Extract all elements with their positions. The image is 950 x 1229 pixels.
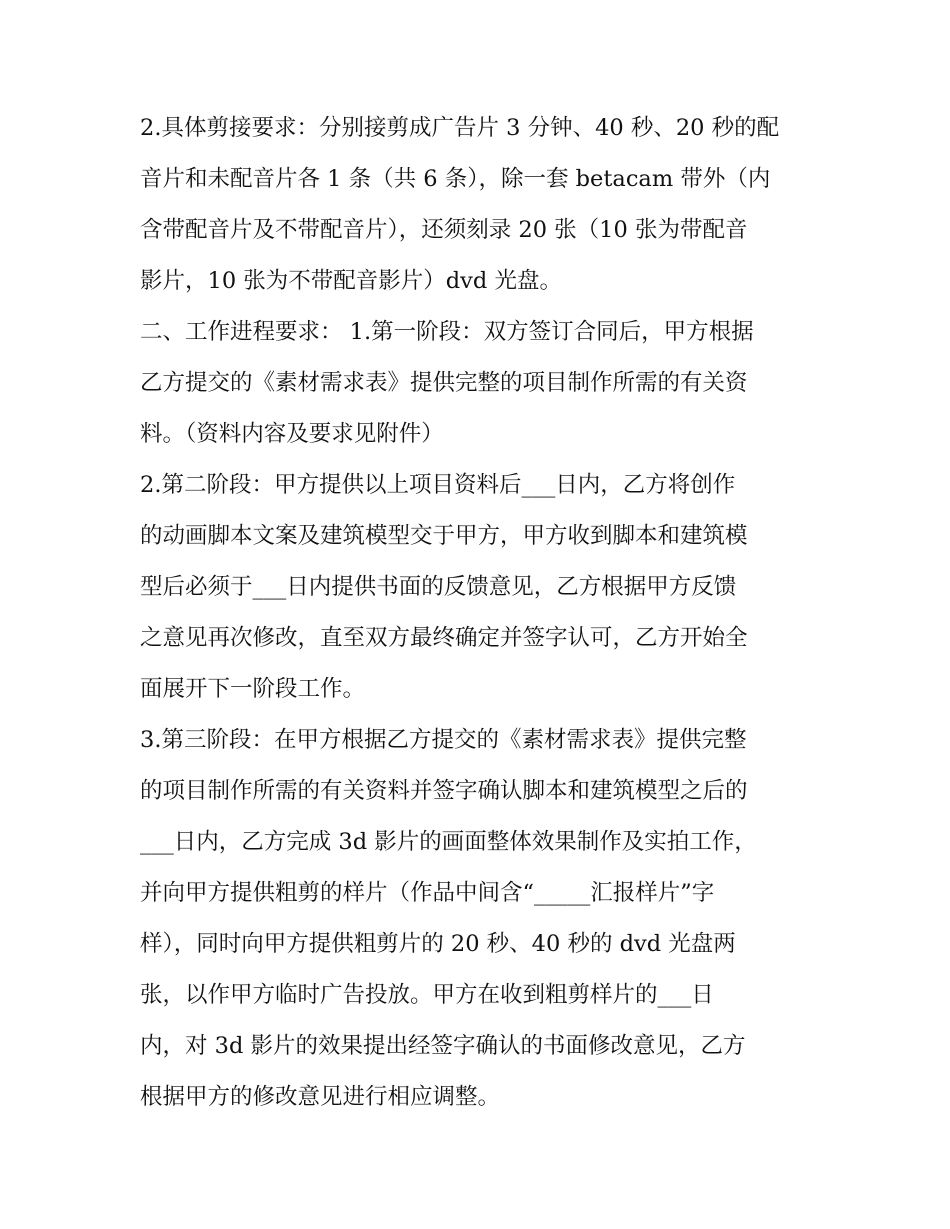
document-body — [140, 103, 820, 1123]
text-line-19: 内，对 3d 影片的效果提出经签字确认的书面修改意见，乙方 — [140, 1033, 746, 1059]
text-line-5: 二、工作进程要求： 1.第一阶段：双方签订合同后，甲方根据 — [140, 319, 754, 345]
text-line-3: 含带配音片及不带配音片），还须刻录 20 张（10 张为带配音 — [140, 217, 748, 243]
text-line-16: 并向甲方提供粗剪的样片（作品中间含“_____汇报样片”字 — [140, 880, 715, 906]
text-line-4: 影片，10 张为不带配音影片）dvd 光盘。 — [140, 268, 562, 294]
text-line-12: 面展开下一阶段工作。 — [140, 676, 366, 702]
text-line-7: 料。（资料内容及要求见附件） — [140, 421, 444, 447]
text-line-8: 2.第二阶段：甲方提供以上项目资料后___日内，乙方将创作 — [140, 472, 736, 498]
text-line-20: 根据甲方的修改意见进行相应调整。 — [140, 1084, 501, 1110]
text-line-10: 型后必须于___日内提供书面的反馈意见，乙方根据甲方反馈 — [140, 574, 737, 600]
text-line-6: 乙方提交的《素材需求表》提供完整的项目制作所需的有关资 — [140, 370, 748, 396]
text-line-17: 样），同时向甲方提供粗剪片的 20 秒、40 秒的 dvd 光盘两 — [140, 931, 736, 957]
text-line-11: 之意见再次修改，直至双方最终确定并签字认可，乙方开始全 — [140, 625, 748, 651]
text-line-13: 3.第三阶段：在甲方根据乙方提交的《素材需求表》提供完整 — [140, 727, 747, 753]
text-line-2: 音片和未配音片各 1 条（共 6 条），除一套 betacam 带外（内 — [140, 166, 771, 192]
text-line-15: ___日内，乙方完成 3d 影片的画面整体效果制作及实拍工作， — [140, 829, 757, 855]
text-line-14: 的项目制作所需的有关资料并签字确认脚本和建筑模型之后的 — [140, 778, 748, 804]
text-line-18: 张，以作甲方临时广告投放。甲方在收到粗剪样片的___日 — [140, 982, 714, 1008]
text-line-1: 2.具体剪接要求：分别接剪成广告片 3 分钟、40 秒、20 秒的配 — [140, 115, 780, 141]
text-line-9: 的动画脚本文案及建筑模型交于甲方，甲方收到脚本和建筑模 — [140, 523, 748, 549]
